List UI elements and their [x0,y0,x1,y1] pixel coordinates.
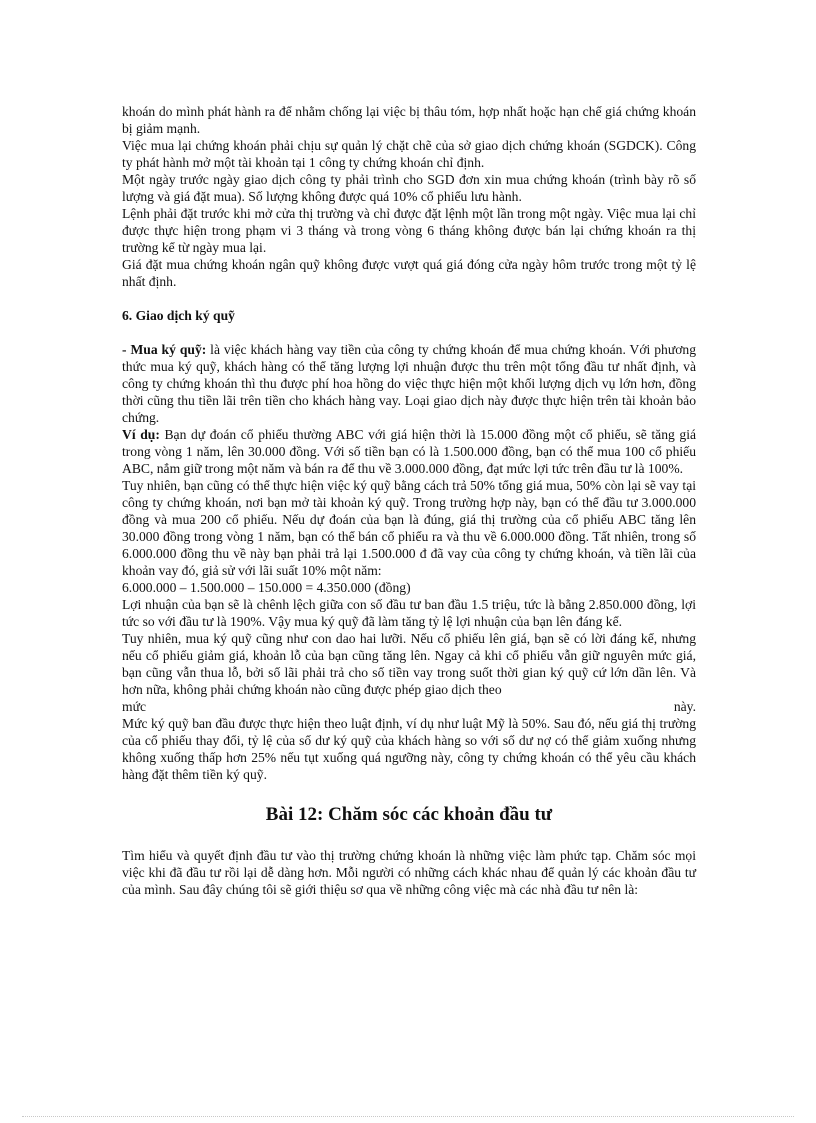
paragraph-buyback-application: Một ngày trước ngày giao dịch công ty phải trình cho SGD đơn xin mua chứng khoán (trình bày rõ số lượng và giá đặt mua). Số lượng không được quá 10% cổ phiếu lưu hành. [122,172,696,204]
margin-buying-text: là việc khách hàng vay tiền của công ty chứng khoán để mua chứng khoán. Với phương thức mua ký quỹ, khách hàng có thể tăng lượng lợi nhuận được thu trên một tổng đầu tư nhất định, và công ty chứng khoán thì thu được phí hoa hồng do việc thực hiện một khối lượng dịch vụ lớn hơn, đồng thời cũng thu tiền lãi trên tiền cho khách hàng vay. Loại giao dịch này được thực hiện trên tài khoản bảo chứng. [122,342,696,425]
risk-last-word-left: mức [122,699,146,714]
paragraph-profit: Lợi nhuận của bạn sẽ là chênh lệch giữa con số đầu tư ban đầu 1.5 triệu, tức là bằng 2.850.000 đồng, lợi tức so với đầu tư là 190%. Vậy mua ký quỹ đã làm tăng tỷ lệ lợi nhuận của bạn lên đáng kể. [122,597,696,629]
paragraph-initial-margin: Mức ký quỹ ban đầu được thực hiện theo luật định, ví dụ như luật Mỹ là 50%. Sau đó, nếu giá thị trường của cổ phiếu thay đổi, tỷ lệ của số dư ký quỹ của khách hàng so với số dư nợ có thể giảm xuống nhưng không xuống thấp hơn 25% nếu tụt xuống quá ngưỡng này, công ty chứng khoán có thể yêu cầu khách hàng đặt thêm tiền ký quỹ. [122,716,696,782]
paragraph-margin-scenario: Tuy nhiên, bạn cũng có thể thực hiện việc ký quỹ bằng cách trả 50% tổng giá mua, 50% còn lại sẽ vay tại công ty chứng khoán, nơi bạn mở tài khoản ký quỹ. Trong trường hợp này, bạn có thể đầu tư 3.000.000 đồng và mua 200 cổ phiếu. Nếu dự đoán của bạn là đúng, giá thị trường của cổ phiếu ABC tăng lên 30.000 đồng trong vòng 1 năm, bạn có thể bán cổ phiếu ra và thu về 6.000.000 đồng. Tất nhiên, trong số 6.000.000 đồng thu về này bạn phải trả lại 1.500.000 đ đã vay của công ty chứng khoán, và tiền lãi của khoản vay đó, giả sử với lãi suất 10% một năm: [122,478,696,578]
paragraph-margin-buying [122,341,696,426]
paragraph-buyback-order: Lệnh phải đặt trước khi mở cửa thị trường và chỉ được đặt lệnh một lần trong một ngày. Việc mua lại chỉ được thực hiện trong phạm vi 3 tháng và trong vòng 6 tháng không được bán lại chứng khoán ra thị trường kể từ ngày mua lại. [122,206,696,255]
paragraph-lesson-intro: Tìm hiểu và quyết định đầu tư vào thị trường chứng khoán là những việc làm phức tạp. Chăm sóc mọi việc khi đã đầu tư rồi lại dễ dàng hơn. Mỗi người có những cách khác nhau để quản lý các khoản đầu tư của mình. Sau đây chúng tôi sẽ giới thiệu sơ qua về những công việc mà các nhà đầu tư nên là: [122,848,696,897]
page-bottom-divider [22,1116,794,1117]
paragraph-example [122,426,696,477]
formula-line: 6.000.000 – 1.500.000 – 150.000 = 4.350.000 (đồng) [122,580,411,595]
section-heading-margin-trading: 6. Giao dịch ký quỹ [122,308,235,323]
document-page [122,103,696,898]
lesson-title: Bài 12: Chăm sóc các khoản đầu tư [265,804,553,825]
risk-last-word-right: này. [673,699,696,714]
paragraph-buyback-price: Giá đặt mua chứng khoán ngân quỹ không được vượt quá giá đóng cửa ngày hôm trước trong một tỷ lệ nhất định. [122,257,696,289]
example-label: Ví dụ: [122,427,160,442]
margin-buying-label: - Mua ký quỹ: [122,342,207,357]
paragraph-risk: Tuy nhiên, mua ký quỹ cũng như con dao hai lưỡi. Nếu cổ phiếu lên giá, bạn sẽ có lời đáng kể, nhưng nếu cổ phiếu giảm giá, khoản lỗ của bạn cũng tăng lên. Ngay cả khi cổ phiếu vẫn giữ nguyên mức giá, bạn cũng vẫn thua lỗ, bởi số lãi phải trả cho số tiền vay trong suốt thời gian ký quỹ cứ lớn dần lên. Và hơn nữa, không phải chứng khoán nào cũng được phép giao dịch theo [122,631,696,697]
paragraph-buyback-regulation: Việc mua lại chứng khoán phải chịu sự quản lý chặt chẽ của sở giao dịch chứng khoán (SGDCK). Công ty phát hành mở một tài khoản tại 1 công ty chứng khoán chỉ định. [122,138,696,170]
paragraph-risk-last-line [122,698,696,715]
paragraph-buyback-intro: khoán do mình phát hành ra để nhằm chống lại việc bị thâu tóm, hợp nhất hoặc hạn chế giá chứng khoán bị giảm mạnh. [122,104,696,136]
example-text: Bạn dự đoán cổ phiếu thường ABC với giá hiện thời là 15.000 đồng một cổ phiếu, sẽ tăng giá trong vòng 1 năm, lên 30.000 đồng. Với số tiền bạn có là 1.500.000 đồng, bạn có thể mua 100 cổ phiếu ABC, nắm giữ trong một năm và bán ra để thu về 3.000.000 đồng, đạt mức lợi tức trên đầu tư là 100%. [122,427,697,476]
